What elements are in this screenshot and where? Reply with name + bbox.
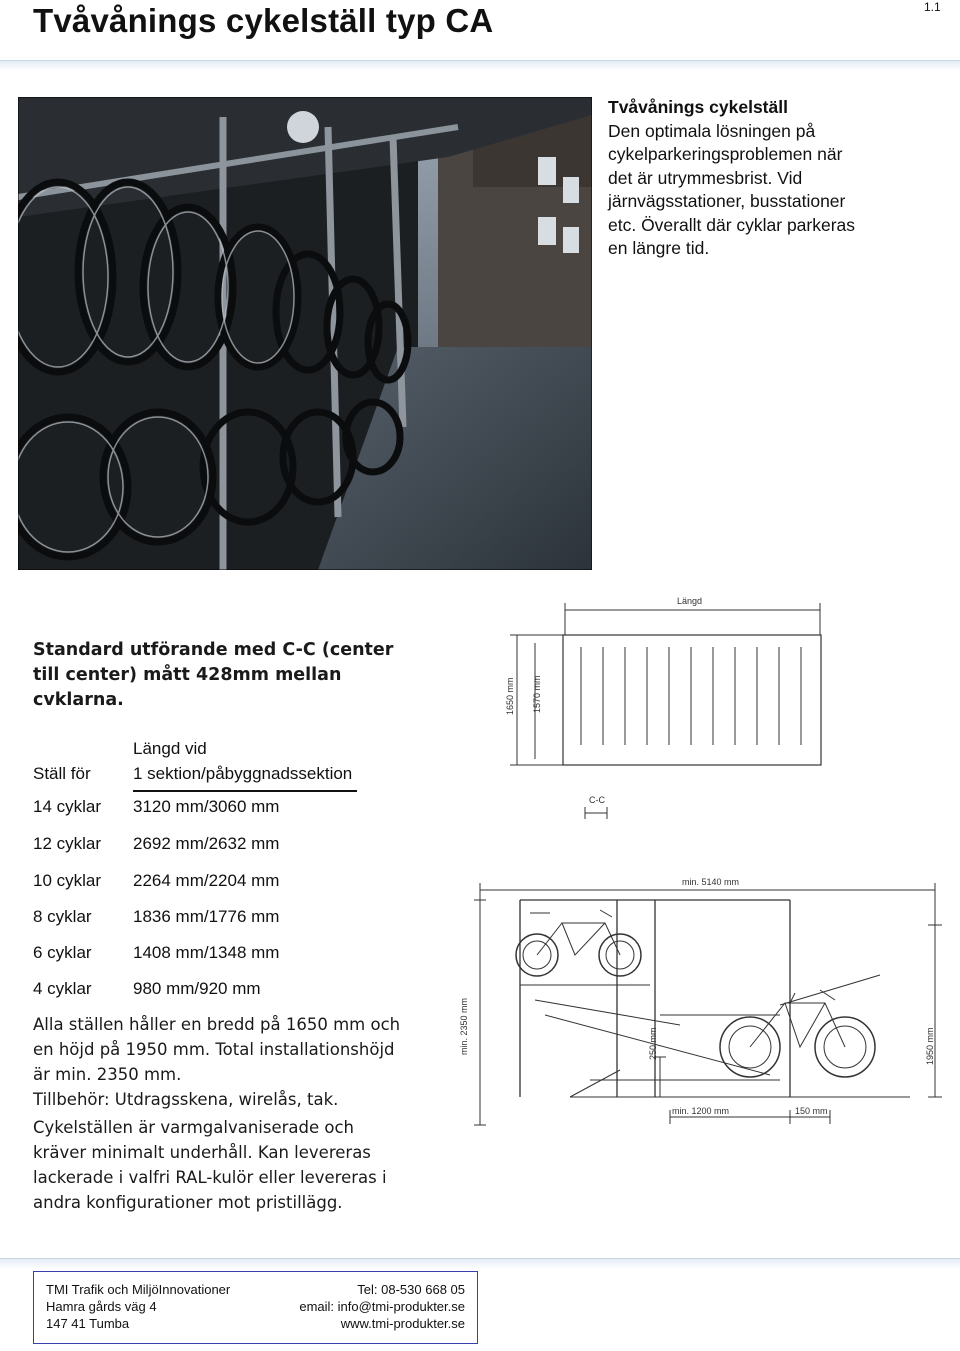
paragraph-line: andra konfigurationer mot pristillägg. [33, 1193, 343, 1212]
table-header-rule [133, 790, 357, 792]
paragraph-line: Alla ställen håller en bredd på 1650 mm och [33, 1015, 401, 1034]
paragraph-line: är min. 2350 mm. [33, 1065, 182, 1084]
intro-line: cykelparkeringsproblemen när [608, 144, 843, 164]
contact-footer [33, 1271, 478, 1344]
table-header-count: Ställ för [33, 764, 91, 783]
table-cell-count: 4 cyklar [33, 979, 92, 998]
finish-paragraph [33, 1115, 433, 1215]
top-view-drawing [495, 585, 825, 825]
intro-line: det är utrymmesbrist. Vid [608, 167, 803, 188]
width-dimension-label: min. 5140 mm [682, 877, 740, 887]
cc-label: C-C [589, 795, 605, 805]
table-cell-length: 1408 mm/1348 mm [133, 943, 280, 962]
paragraph-line: Tillbehör: Utdragsskena, wirelås, tak. [33, 1090, 339, 1109]
intro-line: Den optimala lösningen på [608, 120, 816, 141]
side-view-drawing [450, 865, 955, 1135]
width-150-label: 150 mm [795, 1106, 828, 1116]
intro-heading: Tvåvånings cykelställ [608, 97, 788, 117]
standard-line: cvklarna. [33, 690, 124, 710]
standard-description [33, 638, 413, 713]
standard-line: till center) mått 428mm mellan [33, 665, 342, 685]
table-cell-length: 2692 mm/2632 mm [133, 834, 280, 853]
height-2350-label: min. 2350 mm [459, 997, 469, 1055]
paragraph-line: lackerade i valfri RAL-kulör eller levereras i [33, 1168, 387, 1187]
table-cell-count: 12 cyklar [33, 834, 102, 853]
paragraph-line: kräver minimalt underhåll. Kan levereras [33, 1143, 371, 1162]
table-cell-count: 10 cyklar [33, 871, 102, 890]
intro-line: järnvägsstationer, busstationer [608, 191, 846, 211]
intro-line: etc. Överallt där cyklar parkeras [608, 214, 856, 235]
footer-address: Hamra gårds väg 4 [46, 1299, 157, 1314]
standard-line: Standard utförande med C-C (center [33, 640, 394, 660]
intro-text [608, 96, 928, 261]
table-cell-count: 14 cyklar [33, 797, 102, 816]
table-cell-length: 2264 mm/2204 mm [133, 871, 280, 890]
bike-rack-photo [18, 97, 592, 570]
table-cell-length: 3120 mm/3060 mm [133, 797, 280, 816]
footer-email[interactable]: email: info@tmi-produkter.se [299, 1299, 465, 1314]
table-cell-length: 1836 mm/1776 mm [133, 907, 280, 926]
footer-city: 147 41 Tumba [46, 1316, 130, 1331]
intro-line: en längre tid. [608, 238, 710, 258]
header-rule [0, 60, 960, 71]
height-1570-label: 1570 mm [532, 675, 542, 713]
paragraph-line: en höjd på 1950 mm. Total installationshöjd [33, 1040, 395, 1059]
table-header-length-2: 1 sektion/påbyggnadssektion [133, 764, 353, 783]
page-title: Tvåvånings cykelställ typ CA [33, 2, 494, 39]
width-1200-label: min. 1200 mm [672, 1106, 730, 1116]
footer-company: TMI Trafik och MiljöInnovationer [46, 1282, 231, 1297]
table-cell-count: 6 cyklar [33, 943, 92, 962]
dimensions-paragraph [33, 1012, 433, 1112]
footer-phone: Tel: 08-530 668 05 [357, 1282, 465, 1297]
footer-web[interactable]: www.tmi-produkter.se [340, 1316, 465, 1331]
paragraph-line: Cykelställen är varmgalvaniserade och [33, 1118, 354, 1137]
table-cell-count: 8 cyklar [33, 907, 92, 926]
page-number: 1.1 [924, 0, 941, 14]
height-1950-label: 1950 mm [925, 1027, 935, 1065]
height-1650-label: 1650 mm [505, 677, 515, 715]
length-dimension-label: Längd [677, 596, 703, 606]
footer-band [0, 1258, 960, 1269]
height-250-label: 250 mm [648, 1027, 658, 1060]
table-cell-length: 980 mm/920 mm [133, 979, 261, 998]
table-header-length-1: Längd vid [133, 739, 207, 758]
